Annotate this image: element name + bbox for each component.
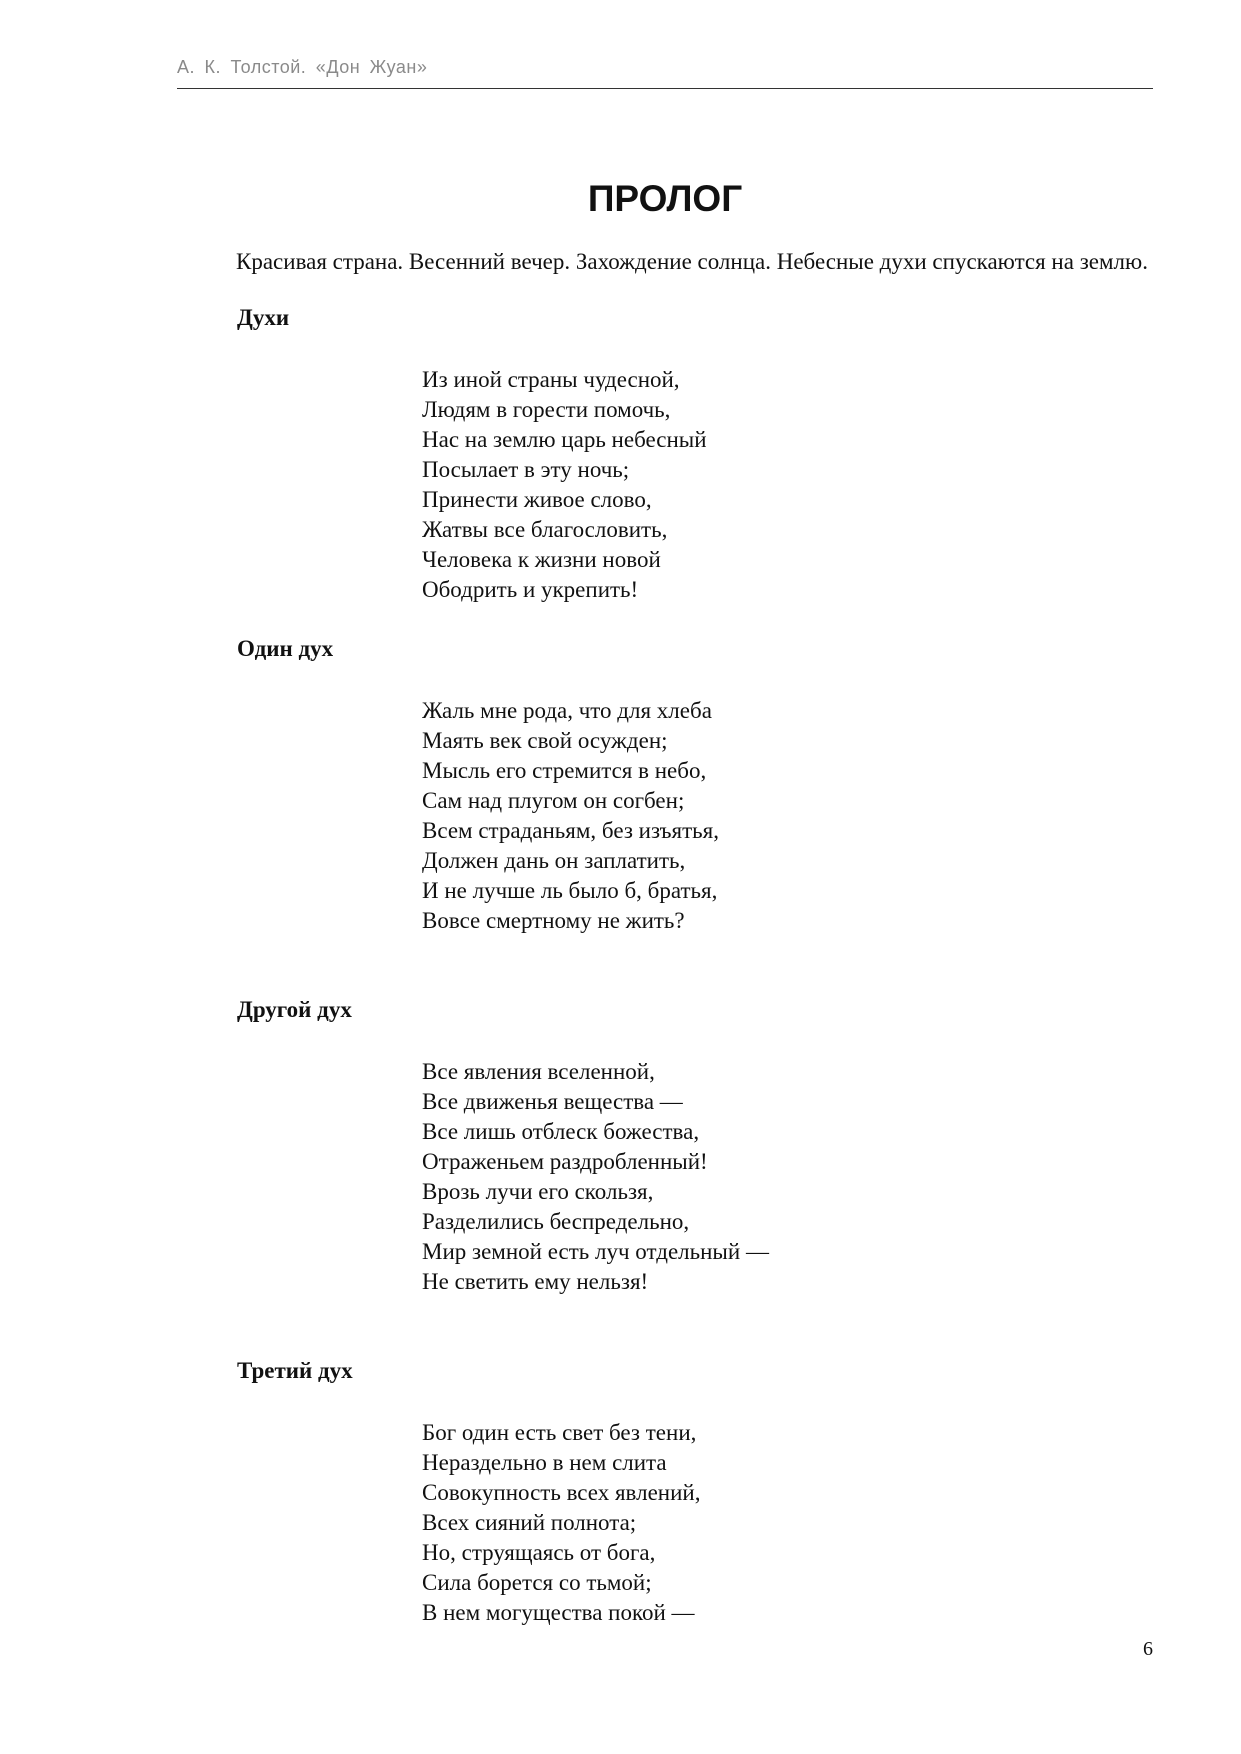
verse-line: Не светить ему нельзя! xyxy=(422,1269,649,1294)
verse-line: Отраженьем раздробленный! xyxy=(422,1149,708,1174)
verse-line: Всем страданьям, без изъятья, xyxy=(422,818,720,843)
verse-line: Вовсе смертному не жить? xyxy=(422,908,685,933)
verse-line: Жаль мне рода, что для хлеба xyxy=(422,698,712,723)
page-title: ПРОЛОГ xyxy=(587,178,743,219)
verse-line: Бог один есть свет без тени, xyxy=(422,1420,697,1445)
verse-line: Сам над плугом он согбен; xyxy=(422,788,685,813)
verse-line: Посылает в эту ночь; xyxy=(422,457,630,482)
speaker-third-spirit: Третий дух xyxy=(237,1358,353,1383)
speaker-one-spirit: Один дух xyxy=(237,636,334,661)
stage-direction: Красивая страна. Весенний вечер. Захождение солнца. Небесные духи спускаются на землю. xyxy=(236,249,1148,274)
verse-line: Ободрить и укрепить! xyxy=(422,577,639,602)
verse-line: И не лучше ль было б, братья, xyxy=(422,878,718,903)
verse-line: Жатвы все благословить, xyxy=(422,517,668,542)
verse-line: Но, струящаясь от бога, xyxy=(422,1540,656,1565)
stanza-third-spirit xyxy=(422,1418,700,1628)
verse-line: Из иной страны чудесной, xyxy=(422,367,680,392)
header-divider xyxy=(177,88,1153,89)
running-header: А. К. Толстой. «Дон Жуан» xyxy=(177,57,428,77)
verse-line: Маять век свой осужден; xyxy=(422,728,668,753)
verse-line: Сила борется со тьмой; xyxy=(422,1570,652,1595)
verse-line: Разделились беспредельно, xyxy=(422,1209,690,1234)
verse-line: Принести живое слово, xyxy=(422,487,652,512)
verse-line: Мысль его стремится в небо, xyxy=(422,758,707,783)
verse-line: Должен дань он заплатить, xyxy=(422,848,686,873)
verse-line: Нас на землю царь небесный xyxy=(422,427,707,452)
verse-line: Нераздельно в нем слита xyxy=(422,1450,667,1475)
speaker-another-spirit: Другой дух xyxy=(237,997,352,1022)
verse-line: Все лишь отблеск божества, xyxy=(422,1119,700,1144)
verse-line: Людям в горести помочь, xyxy=(422,397,671,422)
verse-line: Совокупность всех явлений, xyxy=(422,1480,701,1505)
verse-line: Мир земной есть луч отдельный — xyxy=(422,1239,769,1264)
stanza-another-spirit xyxy=(422,1057,769,1297)
stanza-spirits xyxy=(422,365,707,605)
verse-line: Врозь лучи его скользя, xyxy=(422,1179,654,1204)
verse-line: В нем могущества покой — xyxy=(422,1600,695,1625)
verse-line: Человека к жизни новой xyxy=(422,547,661,572)
speaker-spirits: Духи xyxy=(237,305,290,330)
page-number: 6 xyxy=(1143,1638,1153,1660)
stanza-one-spirit xyxy=(422,696,719,936)
verse-line: Все движенья вещества — xyxy=(422,1089,683,1114)
verse-line: Всех сияний полнота; xyxy=(422,1510,637,1535)
verse-line: Все явления вселенной, xyxy=(422,1059,655,1084)
